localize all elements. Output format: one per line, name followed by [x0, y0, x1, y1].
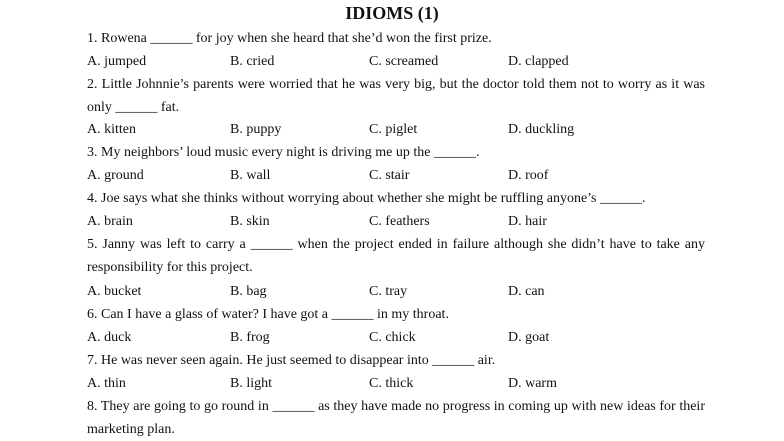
q5-option-b: B. bag — [230, 284, 267, 299]
q1-option-b: B. cried — [230, 54, 275, 69]
q4-option-d: D. hair — [508, 214, 547, 229]
q7-option-a: A. thin — [87, 376, 126, 391]
question-number: 7. — [87, 353, 98, 368]
q2-option-d: D. duckling — [508, 122, 575, 137]
question-text: They are going to go round in ______ as they have made no progress in coming up with new ideas for their marketing plan. — [87, 399, 705, 437]
q5-option-a: A. bucket — [87, 284, 142, 299]
question-1 — [87, 30, 492, 48]
q4-option-c: C. feathers — [369, 214, 430, 229]
question-3 — [87, 144, 479, 162]
q5-option-c: C. tray — [369, 284, 408, 299]
question-text: Rowena ______ for joy when she heard that she’d won the first prize. — [101, 31, 492, 46]
q1-option-c: C. screamed — [369, 54, 439, 69]
question-number: 8. — [87, 399, 98, 414]
question-6 — [87, 306, 449, 324]
q1-option-a: A. jumped — [87, 54, 147, 69]
q6-option-d: D. goat — [508, 330, 550, 345]
q3-option-b: B. wall — [230, 168, 271, 183]
question-text: Little Johnnie’s parents were worried that he was very big, but the doctor told them not to worry as it was only ______ fat. — [87, 77, 705, 115]
q7-option-b: B. light — [230, 376, 273, 391]
question-7 — [87, 352, 495, 370]
question-text: Janny was left to carry a ______ when the project ended in failure although she didn’t have to take any responsibility for this project. — [87, 237, 705, 275]
question-number: 5. — [87, 237, 98, 252]
question-text: He was never seen again. He just seemed to disappear into ______ air. — [101, 353, 496, 368]
question-number: 2. — [87, 77, 98, 92]
q3-option-c: C. stair — [369, 168, 410, 183]
q7-option-d: D. warm — [508, 376, 557, 391]
question-number: 6. — [87, 307, 98, 322]
question-number: 3. — [87, 145, 98, 160]
question-8 — [87, 395, 705, 441]
q5-option-d: D. can — [508, 284, 545, 299]
q3-option-a: A. ground — [87, 168, 144, 183]
q4-option-b: B. skin — [230, 214, 270, 229]
q2-option-b: B. puppy — [230, 122, 282, 137]
question-4 — [87, 190, 646, 208]
q7-option-c: C. thick — [369, 376, 414, 391]
q6-option-b: B. frog — [230, 330, 270, 345]
question-text: Joe says what she thinks without worrying about whether she might be ruffling anyone’s ______. — [101, 191, 646, 206]
page-title: IDIOMS (1) — [345, 3, 439, 23]
q2-option-a: A. kitten — [87, 122, 136, 137]
q6-option-c: C. chick — [369, 330, 416, 345]
question-number: 4. — [87, 191, 98, 206]
question-5 — [87, 233, 705, 279]
q1-option-d: D. clapped — [508, 54, 569, 69]
question-2 — [87, 73, 705, 119]
q4-option-a: A. brain — [87, 214, 133, 229]
q3-option-d: D. roof — [508, 168, 549, 183]
question-number: 1. — [87, 31, 98, 46]
question-text: Can I have a glass of water? I have got a ______ in my throat. — [101, 307, 449, 322]
question-text: My neighbors’ loud music every night is driving me up the ______. — [101, 145, 480, 160]
q2-option-c: C. piglet — [369, 122, 418, 137]
q6-option-a: A. duck — [87, 330, 132, 345]
